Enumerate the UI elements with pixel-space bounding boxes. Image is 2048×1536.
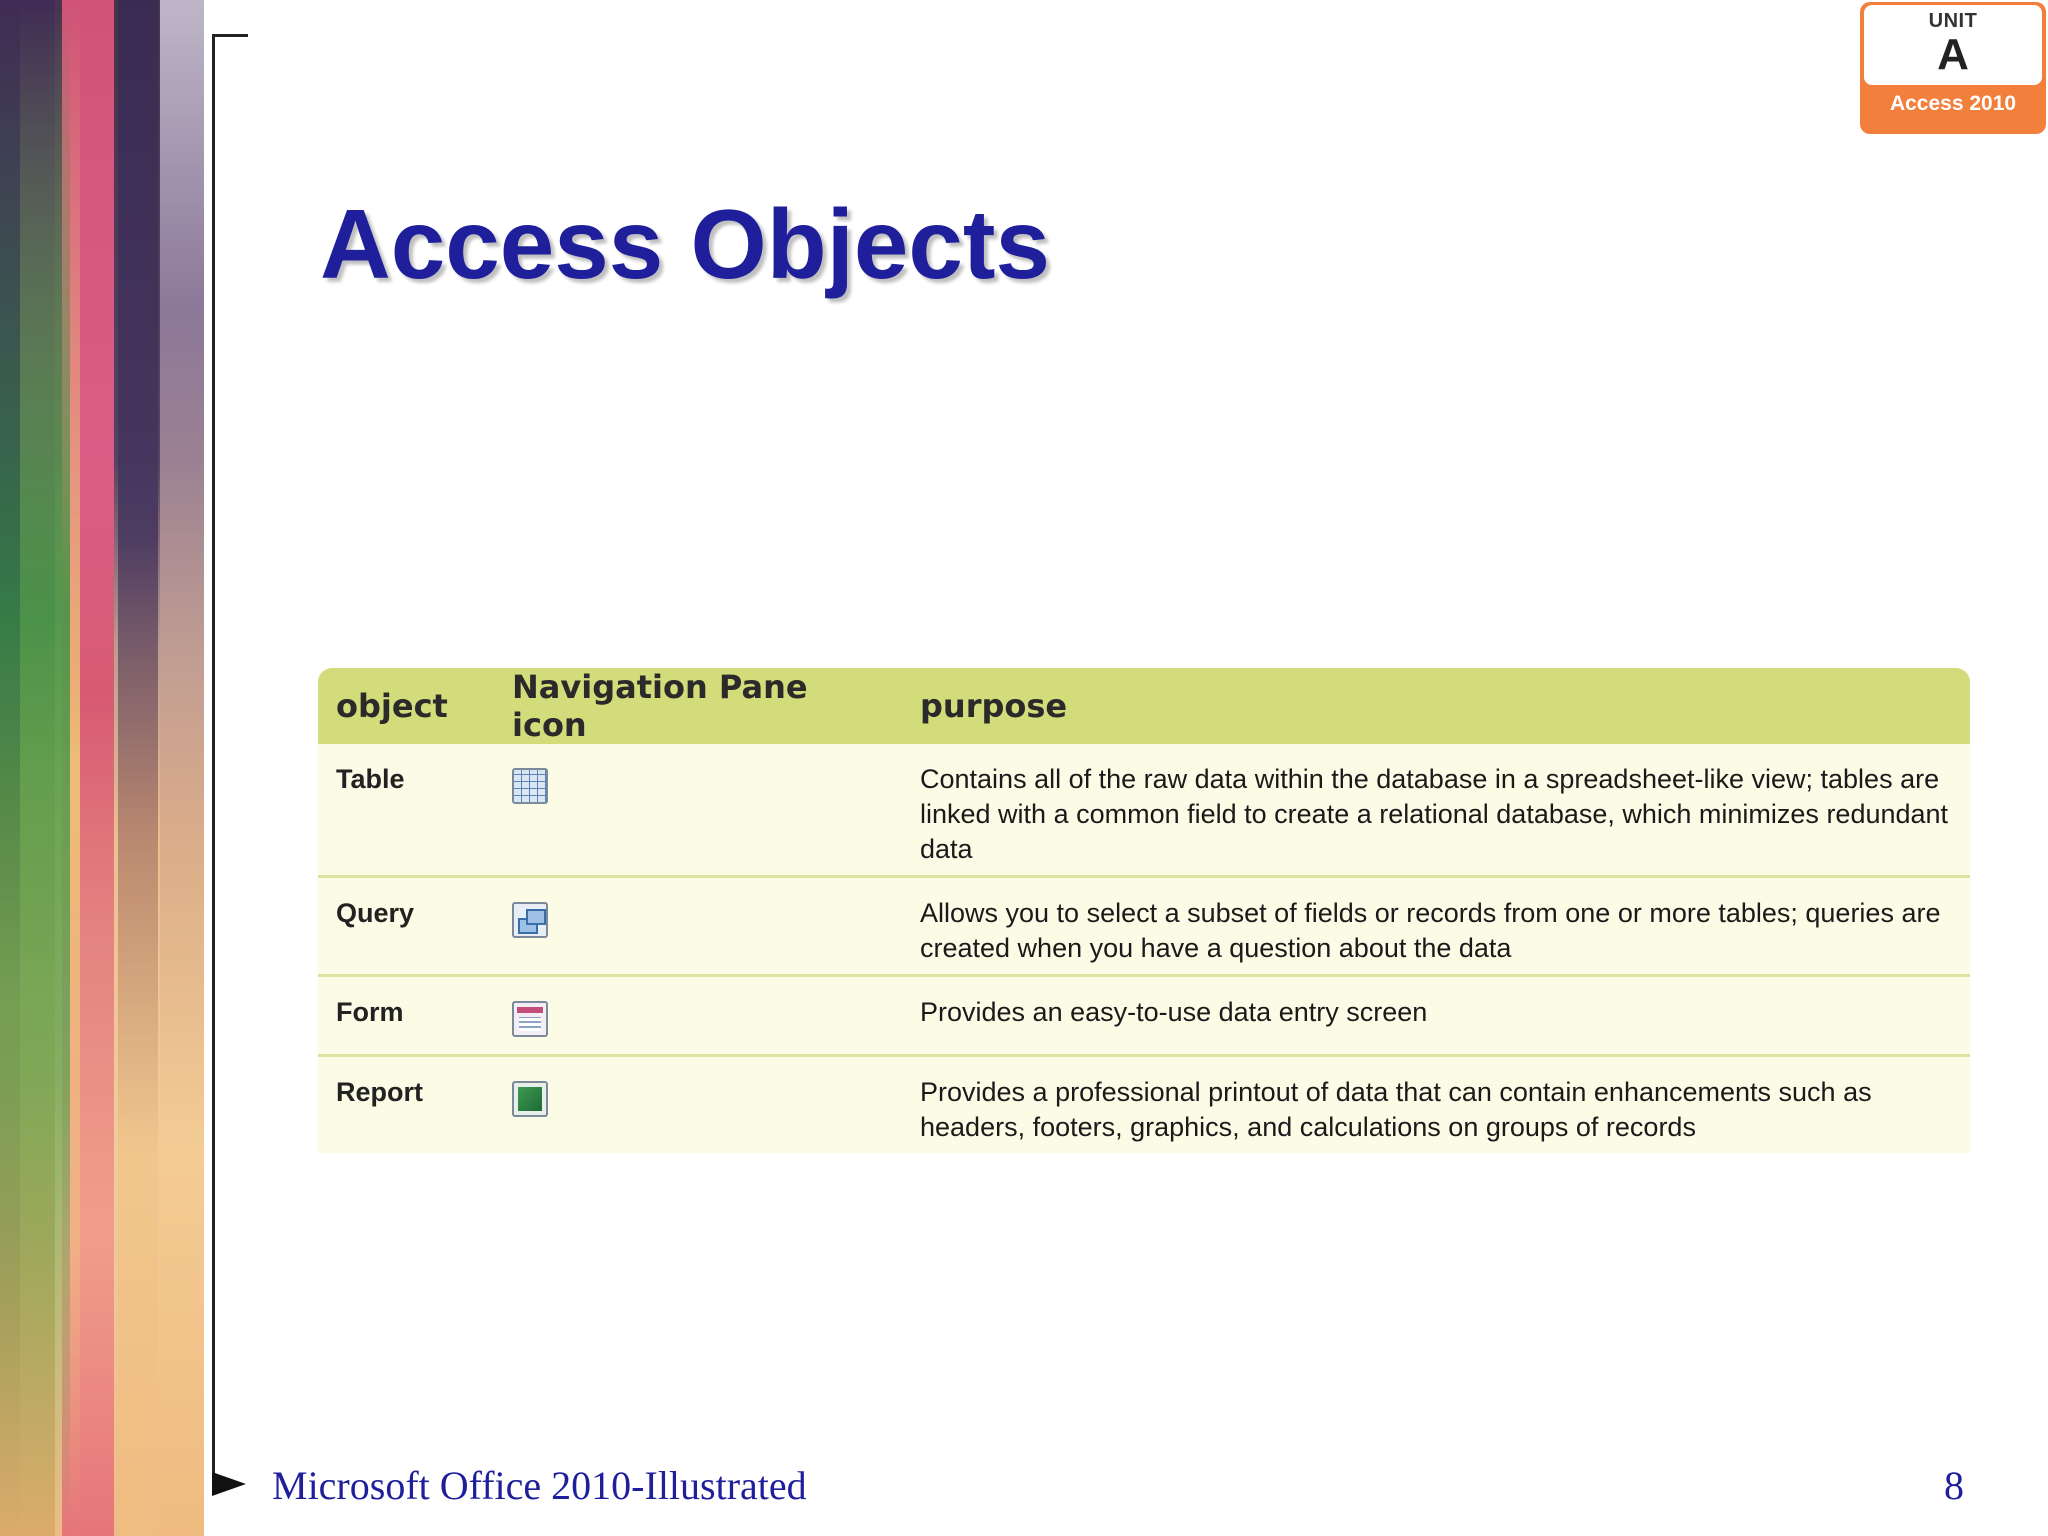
decorative-art-strip: [0, 0, 204, 1536]
header-navigation-pane-icon: Navigation Pane icon: [494, 668, 902, 744]
frame-line: [212, 34, 248, 37]
page-title: Access Objects: [320, 189, 1050, 299]
table-icon: [512, 768, 548, 804]
art-band: [118, 0, 158, 1536]
unit-word: UNIT: [1928, 10, 1978, 32]
unit-letter: A: [1937, 30, 1969, 79]
form-icon: [512, 1001, 548, 1037]
table-row: [318, 744, 1970, 877]
page-number: 8: [1944, 1463, 1964, 1508]
object-name: Form: [318, 976, 494, 1056]
art-band: [0, 0, 70, 1536]
object-name: Report: [336, 1077, 423, 1107]
footer-text: Microsoft Office 2010-Illustrated: [272, 1463, 807, 1508]
object-name: Query: [318, 877, 494, 976]
access-objects-table: [318, 668, 1970, 1153]
table-header-row: [318, 668, 1970, 744]
object-name: Table: [318, 744, 494, 877]
unit-badge-product: Access 2010: [1889, 92, 2017, 115]
unit-badge: [1860, 2, 2046, 134]
table-row: [318, 877, 1970, 976]
frame-line: [212, 34, 215, 1484]
object-purpose: Provides an easy-to-use data entry screen: [902, 976, 1970, 1056]
header-purpose: purpose: [902, 668, 1970, 744]
art-band: [160, 0, 204, 1536]
table-row: [318, 976, 1970, 1056]
table-row: [318, 1056, 1970, 1154]
footer-arrow-icon: [212, 1472, 246, 1496]
object-purpose: Contains all of the raw data within the database in a spreadsheet-like view; tables are linked with a common field to create a relational database, which minimizes redundant data: [902, 744, 1970, 877]
report-icon: [512, 1081, 548, 1117]
object-purpose: Allows you to select a subset of fields or records from one or more tables; queries are created when you have a question about the data: [902, 877, 1970, 976]
header-object: object: [318, 668, 494, 744]
unit-badge-label: [1864, 5, 2042, 85]
query-icon: [512, 902, 548, 938]
object-purpose: Provides a professional printout of data that can contain enhancements such as headers, footers, graphics, and calculations on groups of records: [920, 1077, 1872, 1142]
